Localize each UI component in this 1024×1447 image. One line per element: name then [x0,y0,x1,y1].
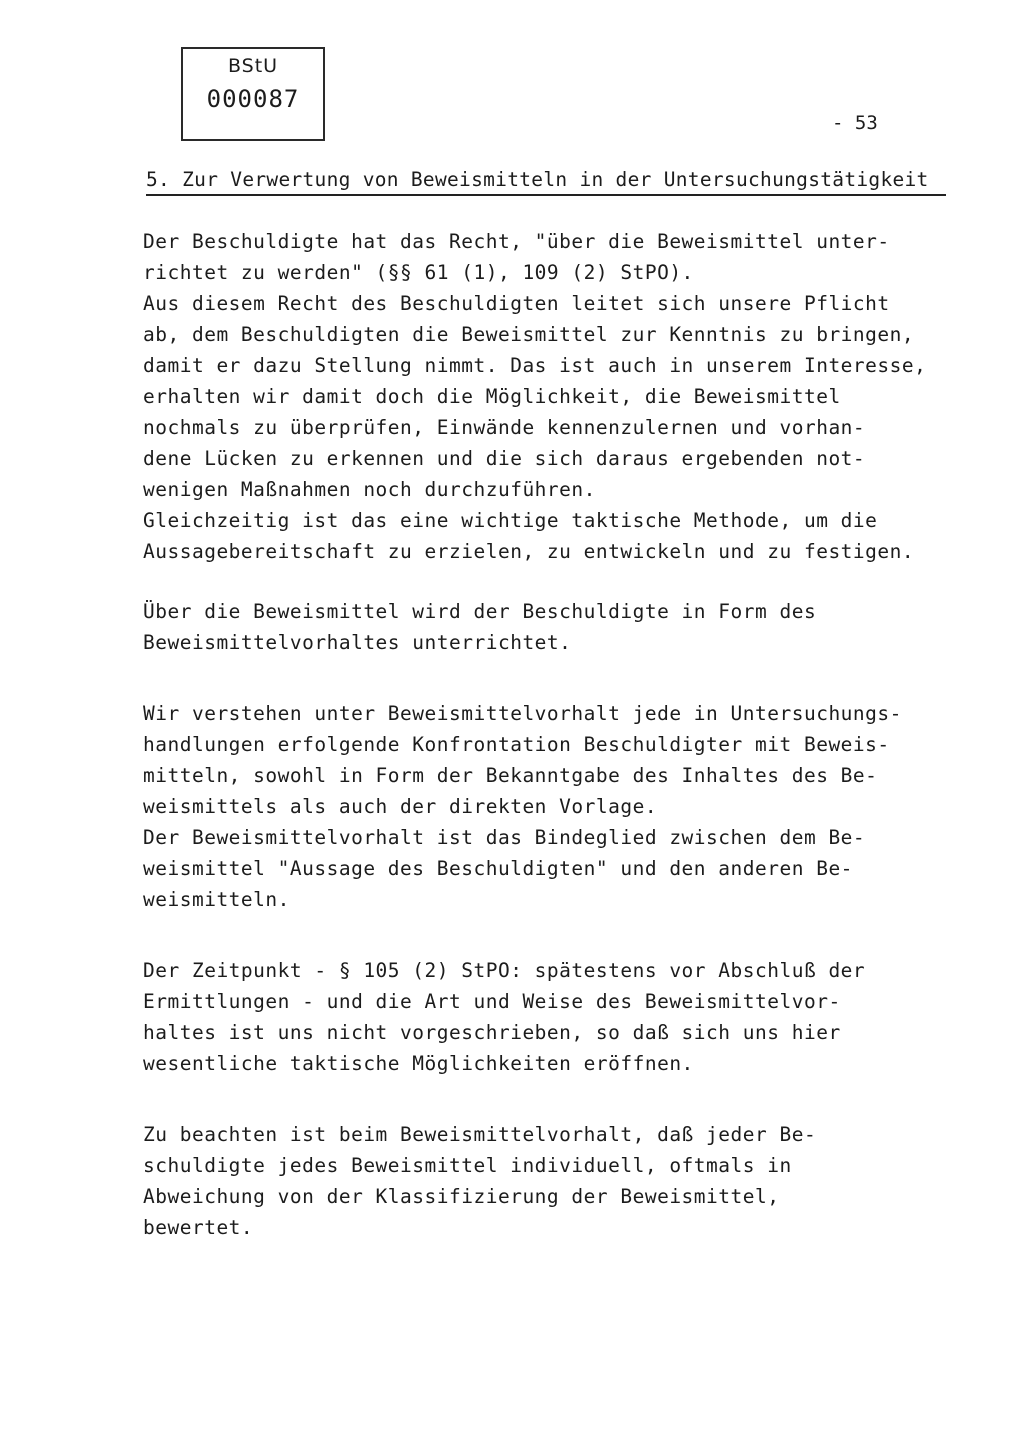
text-line: bewertet. [143,1216,254,1239]
text-line: Der Beweismittelvorhalt ist das Bindeglied zwischen dem Be- [143,826,866,849]
text-line: Ermittlungen - und die Art und Weise des Beweismittelvor- [143,990,841,1013]
text-line: haltes ist uns nicht vorgeschrieben, so daß sich uns hier [143,1021,841,1044]
text-line: weismitteln. [143,888,290,911]
paragraph [143,226,943,567]
text-line: Aussagebereitschaft zu erzielen, zu entwickeln und zu festigen. [143,540,915,563]
archive-stamp [181,47,325,141]
text-line: weismittels als auch der direkten Vorlage. [143,795,658,818]
text-line: wenigen Maßnahmen noch durchzuführen. [143,478,596,501]
text-line: Beweismittelvorhaltes unterrichtet. [143,631,572,654]
section-heading: 5. Zur Verwertung von Beweismitteln in der Untersuchungstätigkeit [146,168,946,196]
text-line: ab, dem Beschuldigten die Beweismittel zur Kenntnis zu bringen, [143,323,915,346]
paragraph [143,698,943,915]
text-line: dene Lücken zu erkennen und die sich daraus ergebenden not- [143,447,866,470]
text-line: richtet zu werden" (§§ 61 (1), 109 (2) StPO). [143,261,694,284]
text-line: handlungen erfolgende Konfrontation Beschuldigter mit Beweis- [143,733,890,756]
stamp-number: 000087 [206,85,300,113]
text-line: wesentliche taktische Möglichkeiten eröffnen. [143,1052,694,1075]
text-line: Der Beschuldigte hat das Recht, "über die Beweismittel unter- [143,230,890,253]
text-line: Der Zeitpunkt - § 105 (2) StPO: spätestens vor Abschluß der [143,959,866,982]
text-line: damit er dazu Stellung nimmt. Das ist auch in unserem Interesse, [143,354,927,377]
text-line: Über die Beweismittel wird der Beschuldigte in Form des [143,600,817,623]
text-line: Wir verstehen unter Beweismittelvorhalt jede in Untersuchungs- [143,702,902,725]
paragraph [143,1119,943,1243]
text-line: Aus diesem Recht des Beschuldigten leitet sich unsere Pflicht [143,292,890,315]
page-number: - 53 [832,112,878,134]
paragraph [143,955,943,1079]
document-body [143,226,943,1243]
text-line: Abweichung von der Klassifizierung der Beweismittel, [143,1185,780,1208]
stamp-label: BStU [227,55,279,77]
text-line: weismittel "Aussage des Beschuldigten" und den anderen Be- [143,857,853,880]
text-line: Zu beachten ist beim Beweismittelvorhalt, daß jeder Be- [143,1123,817,1146]
paragraph [143,596,943,658]
text-line: schuldigte jedes Beweismittel individuell, oftmals in [143,1154,792,1177]
text-line: erhalten wir damit doch die Möglichkeit, die Beweismittel [143,385,841,408]
text-line: mitteln, sowohl in Form der Bekanntgabe des Inhaltes des Be- [143,764,878,787]
text-line: nochmals zu überprüfen, Einwände kennenzulernen und vorhan- [143,416,866,439]
text-line: Gleichzeitig ist das eine wichtige taktische Methode, um die [143,509,878,532]
